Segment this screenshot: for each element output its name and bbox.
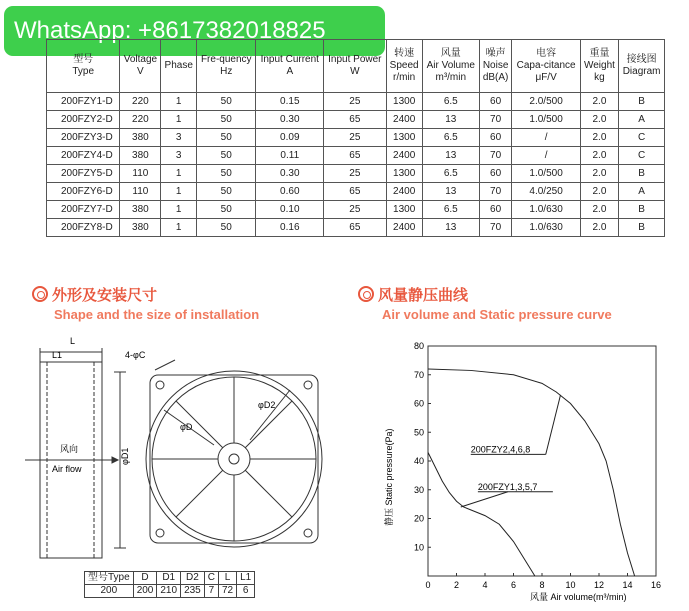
label-L: L	[70, 336, 76, 346]
table-cell: 13	[422, 147, 479, 165]
table-cell: 60	[479, 93, 512, 111]
series-leader-line	[546, 395, 561, 455]
table-cell: 1.0/630	[512, 219, 580, 237]
table-cell: 13	[422, 111, 479, 129]
table-cell: 0.11	[256, 147, 324, 165]
y-tick-label: 30	[413, 484, 424, 495]
table-cell: 50	[197, 183, 256, 201]
table-cell: A	[619, 111, 665, 129]
table-cell: 2.0	[580, 111, 618, 129]
table-cell: 1.0/500	[512, 111, 580, 129]
dims-value-cell: 7	[204, 585, 218, 598]
table-cell: 2.0/500	[512, 93, 580, 111]
spec-header-cell: Voltage V	[120, 40, 161, 93]
table-cell: 0.60	[256, 183, 324, 201]
x-axis-label: 风量 Air volume(m³/min)	[530, 592, 627, 602]
table-cell: 1300	[386, 201, 422, 219]
curve-title-en: Air volume and Static pressure curve	[382, 307, 612, 322]
table-cell: B	[619, 219, 665, 237]
table-cell: 0.10	[256, 201, 324, 219]
x-tick-label: 14	[622, 580, 633, 590]
label-phiD2: φD2	[258, 400, 276, 410]
y-tick-label: 70	[413, 369, 424, 380]
spec-header-cell: 噪声 Noise dB(A)	[479, 40, 512, 93]
dims-header-cell: C	[204, 572, 218, 585]
table-row	[47, 93, 665, 111]
y-tick-label: 80	[413, 341, 424, 351]
table-cell: 1	[161, 201, 197, 219]
table-cell: 380	[120, 147, 161, 165]
table-row	[47, 111, 665, 129]
table-cell: 200FZY6-D	[47, 183, 120, 201]
table-cell: 3	[161, 147, 197, 165]
x-tick-label: 12	[593, 580, 605, 590]
curve-section-title	[358, 284, 612, 322]
table-cell: /	[512, 129, 580, 147]
table-cell: 1	[161, 219, 197, 237]
table-cell: 70	[479, 219, 512, 237]
chart-axes	[428, 346, 656, 576]
table-cell: 0.16	[256, 219, 324, 237]
series-label: 200FZY1,3,5,7	[477, 481, 538, 492]
bullet-icon	[358, 286, 374, 302]
table-cell: 110	[120, 183, 161, 201]
table-row	[47, 129, 665, 147]
label-L1: L1	[52, 350, 63, 360]
table-cell: 2.0	[580, 165, 618, 183]
y-axis-label: 静压 Static pressure(Pa)	[384, 428, 394, 526]
table-cell: 25	[324, 201, 386, 219]
dims-value-cell: 235	[181, 585, 205, 598]
chart-ticks	[414, 341, 661, 590]
table-cell: 25	[324, 165, 386, 183]
table-cell: 25	[324, 93, 386, 111]
spec-body	[47, 93, 665, 237]
table-cell: 2.0	[580, 93, 618, 111]
table-cell: /	[512, 147, 580, 165]
table-cell: 1.0/630	[512, 201, 580, 219]
table-cell: 50	[197, 111, 256, 129]
table-cell: 2400	[386, 111, 422, 129]
table-cell: B	[619, 165, 665, 183]
table-cell: 1.0/500	[512, 165, 580, 183]
table-cell: 60	[479, 165, 512, 183]
spec-header-cell: 型号 Type	[47, 40, 120, 93]
table-cell: 1	[161, 93, 197, 111]
spec-header-cell: 风量 Air Volume m³/min	[422, 40, 479, 93]
dims-value-cell: 200	[85, 585, 134, 598]
shape-title-cn: 外形及安装尺寸	[52, 287, 158, 304]
table-cell: 1300	[386, 165, 422, 183]
table-cell: 200FZY5-D	[47, 165, 120, 183]
label-wind-en: Air flow	[52, 464, 82, 474]
spec-header-cell: Input Current A	[256, 40, 324, 93]
table-cell: 2400	[386, 219, 422, 237]
table-row	[47, 147, 665, 165]
dims-header-cell: D	[133, 572, 157, 585]
label-phiD: φD	[180, 422, 193, 432]
table-row	[47, 183, 665, 201]
table-cell: C	[619, 129, 665, 147]
table-cell: 25	[324, 129, 386, 147]
table-cell: 2.0	[580, 219, 618, 237]
x-tick-label: 16	[650, 580, 662, 590]
table-cell: 50	[197, 219, 256, 237]
table-cell: 0.15	[256, 93, 324, 111]
table-cell: 6.5	[422, 93, 479, 111]
table-cell: 1300	[386, 93, 422, 111]
table-cell: 200FZY2-D	[47, 111, 120, 129]
table-cell: 220	[120, 93, 161, 111]
spec-header-cell: 转速 Speed r/min	[386, 40, 422, 93]
table-cell: 380	[120, 129, 161, 147]
x-tick-label: 6	[510, 580, 517, 590]
y-tick-label: 40	[413, 456, 424, 466]
table-cell: 6.5	[422, 129, 479, 147]
table-cell: 200FZY4-D	[47, 147, 120, 165]
table-cell: 70	[479, 111, 512, 129]
spec-header-cell: Input Power W	[324, 40, 386, 93]
dims-value-row	[85, 585, 255, 598]
series-label: 200FZY2,4,6,8	[470, 444, 531, 455]
dims-value-cell: 6	[237, 585, 255, 598]
table-cell: 65	[324, 219, 386, 237]
table-cell: 0.09	[256, 129, 324, 147]
y-tick-label: 20	[413, 513, 424, 524]
table-cell: 110	[120, 165, 161, 183]
table-cell: 380	[120, 219, 161, 237]
table-cell: 220	[120, 111, 161, 129]
x-tick-label: 10	[565, 580, 576, 590]
dims-header-cell: L1	[237, 572, 255, 585]
plot-frame	[428, 346, 656, 576]
table-cell: 1	[161, 183, 197, 201]
dims-table	[84, 571, 255, 598]
table-cell: 2.0	[580, 183, 618, 201]
table-cell: 2.0	[580, 147, 618, 165]
table-cell: 70	[479, 183, 512, 201]
spec-header-cell: Phase	[161, 40, 197, 93]
table-cell: C	[619, 147, 665, 165]
table-cell: 3	[161, 129, 197, 147]
table-cell: 200FZY8-D	[47, 219, 120, 237]
dims-header-cell: D1	[157, 572, 181, 585]
shape-section-title	[32, 284, 259, 322]
x-tick-label: 0	[425, 580, 431, 590]
table-cell: 200FZY3-D	[47, 129, 120, 147]
dims-value-cell: 200	[133, 585, 157, 598]
dims-value-cell: 72	[218, 585, 236, 598]
spec-header-row	[47, 40, 665, 93]
table-cell: 6.5	[422, 165, 479, 183]
table-cell: 6.5	[422, 201, 479, 219]
pressure-curve-chart	[380, 336, 685, 606]
table-cell: 65	[324, 183, 386, 201]
x-tick-label: 4	[482, 580, 488, 590]
table-cell: B	[619, 93, 665, 111]
dims-header-row	[85, 572, 255, 585]
table-cell: 13	[422, 183, 479, 201]
label-phiD1: φD1	[120, 447, 130, 465]
spec-header-cell: 电容 Capa-citance μF/V	[512, 40, 580, 93]
table-cell: 60	[479, 129, 512, 147]
series-line	[428, 369, 635, 576]
y-tick-label: 50	[413, 427, 424, 438]
table-cell: 65	[324, 147, 386, 165]
dims-header-cell: D2	[181, 572, 205, 585]
series-leader-line	[461, 492, 508, 507]
curve-title-cn: 风量静压曲线	[378, 287, 469, 304]
table-cell: 200FZY1-D	[47, 93, 120, 111]
installation-drawing	[0, 330, 340, 570]
series-line	[428, 452, 535, 576]
table-cell: 0.30	[256, 111, 324, 129]
table-cell: 2400	[386, 147, 422, 165]
table-cell: 50	[197, 165, 256, 183]
table-cell: 4.0/250	[512, 183, 580, 201]
y-tick-label: 60	[413, 398, 424, 409]
table-cell: 2400	[386, 183, 422, 201]
table-cell: 50	[197, 129, 256, 147]
spec-header-cell: 重量 Weight kg	[580, 40, 618, 93]
dims-header-cell: 型号Type	[85, 572, 134, 585]
table-cell: 0.30	[256, 165, 324, 183]
spec-table	[46, 39, 665, 237]
table-row	[47, 165, 665, 183]
bullet-icon	[32, 286, 48, 302]
x-tick-label: 8	[539, 580, 545, 590]
y-tick-label: 10	[413, 542, 424, 553]
shape-title-en: Shape and the size of installation	[54, 307, 260, 322]
table-cell: 2.0	[580, 129, 618, 147]
table-cell: 50	[197, 93, 256, 111]
table-cell: 1300	[386, 129, 422, 147]
table-cell: 50	[197, 147, 256, 165]
table-cell: A	[619, 183, 665, 201]
spec-header-cell: 接线图 Diagram	[619, 40, 665, 93]
whatsapp-banner: WhatsApp: +8617382018825	[4, 6, 385, 56]
table-cell: 13	[422, 219, 479, 237]
table-cell: 70	[479, 147, 512, 165]
table-cell: B	[619, 201, 665, 219]
table-cell: 65	[324, 111, 386, 129]
table-cell: 1	[161, 111, 197, 129]
table-cell: 380	[120, 201, 161, 219]
table-cell: 60	[479, 201, 512, 219]
table-cell: 50	[197, 201, 256, 219]
chart-lines	[428, 369, 635, 576]
label-wind-cn: 风向	[60, 444, 79, 454]
spec-header-cell: Fre-quency Hz	[197, 40, 256, 93]
dims-header-cell: L	[218, 572, 236, 585]
table-cell: 1	[161, 165, 197, 183]
table-cell: 2.0	[580, 201, 618, 219]
table-row	[47, 201, 665, 219]
dims-value-cell: 210	[157, 585, 181, 598]
label-holes: 4-φC	[125, 350, 146, 360]
x-tick-label: 2	[453, 580, 460, 590]
table-cell: 200FZY7-D	[47, 201, 120, 219]
table-row	[47, 219, 665, 237]
